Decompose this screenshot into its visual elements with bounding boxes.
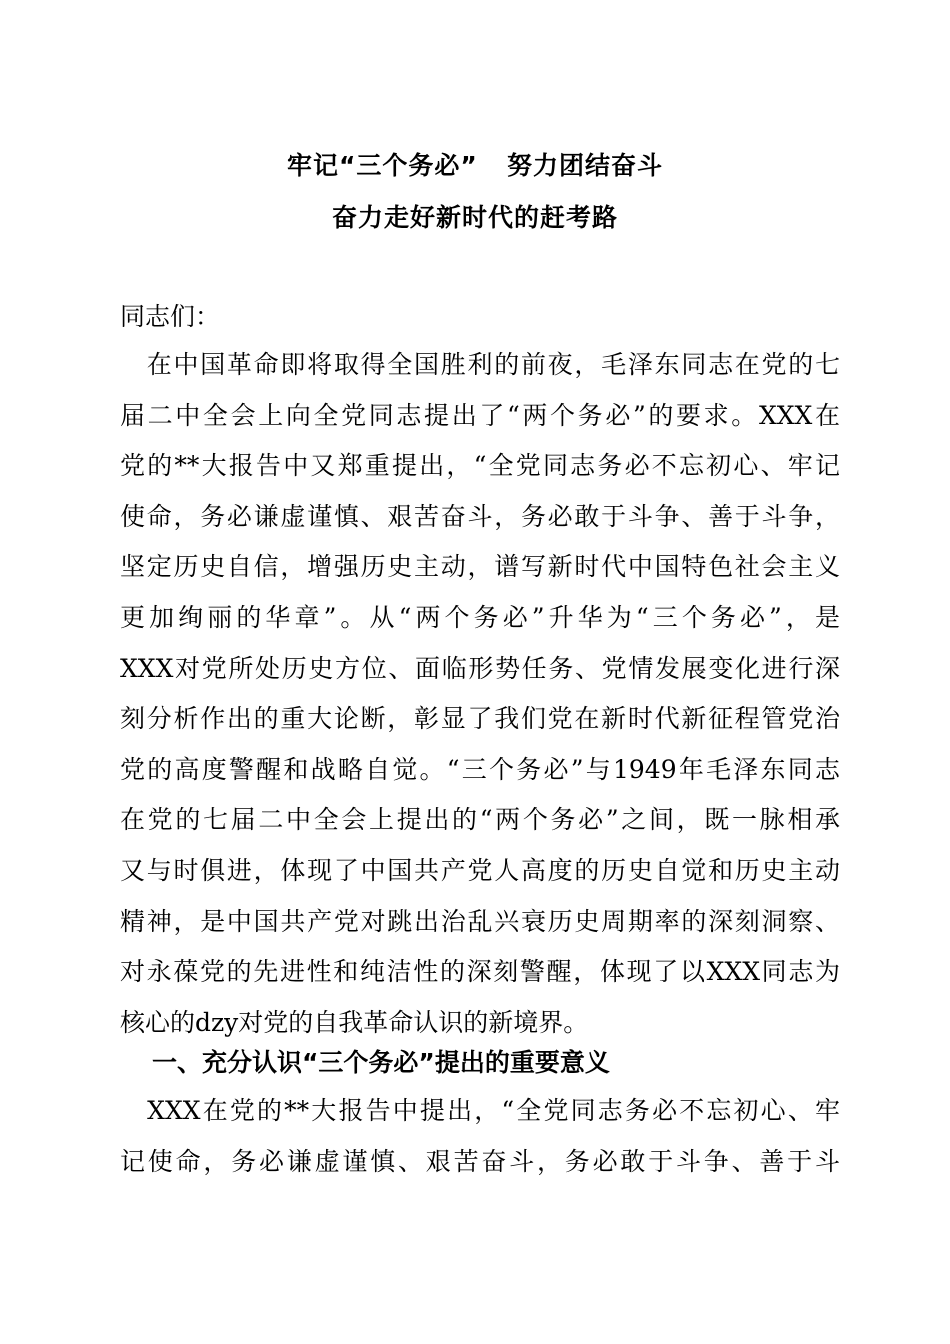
salutation-block <box>120 292 840 343</box>
paragraph-1 <box>120 340 840 1048</box>
document-title-line-1: 牢记“三个务必” 努力团结奋斗 <box>287 151 663 180</box>
document-title-line-2: 奋力走好新时代的赶考路 <box>331 203 618 232</box>
paragraph-line: 核心的dzy对党的自我革命认识的新境界。 <box>120 1007 589 1037</box>
paragraph-2 <box>120 1086 840 1187</box>
paragraph-line: 在中国革命即将取得全国胜利的前夜，毛泽东同志在党的七 <box>120 350 840 379</box>
paragraph-line: 更加绚丽的华章”。从“两个务必”升华为“三个务必”，是 <box>120 602 840 632</box>
paragraph-line: 届二中全会上向全党同志提出了“两个务必”的要求。XXX在 <box>120 400 840 430</box>
paragraph-line: 又与时俱进，体现了中国共产党人高度的历史自觉和历史主动 <box>120 855 840 885</box>
paragraph-line: 使命，务必谦虚谨慎、艰苦奋斗，务必敢于斗争、善于斗争， <box>120 501 840 531</box>
paragraph-line: XXX在党的**大报告中提出，“全党同志务必不忘初心、牢 <box>120 1096 840 1125</box>
paragraph-line: 党的**大报告中又郑重提出，“全党同志务必不忘初心、牢记 <box>120 451 840 481</box>
paragraph-line: XXX对党所处历史方位、面临形势任务、党情发展变化进行深 <box>120 653 840 683</box>
salutation: 同志们： <box>120 302 221 331</box>
paragraph-line: 在党的七届二中全会上提出的“两个务必”之间，既一脉相承 <box>120 805 840 835</box>
paragraph-line: 对永葆党的先进性和纯洁性的深刻警醒，体现了以XXX同志为 <box>120 957 840 987</box>
section-heading-1: 一、充分认识“三个务必”提出的重要意义 <box>152 1048 610 1077</box>
paragraph-line: 精神，是中国共产党对跳出治乱兴衰历史周期率的深刻洞察、 <box>120 906 840 936</box>
paragraph-line: 党的高度警醒和战略自觉。“三个务必”与1949年毛泽东同志 <box>120 754 840 784</box>
paragraph-line: 坚定历史自信，增强历史主动，谱写新时代中国特色社会主义 <box>120 552 840 582</box>
paragraph-line: 刻分析作出的重大论断，彰显了我们党在新时代新征程管党治 <box>120 704 840 734</box>
paragraph-line: 记使命，务必谦虚谨慎、艰苦奋斗，务必敢于斗争、善于斗 <box>120 1146 840 1176</box>
